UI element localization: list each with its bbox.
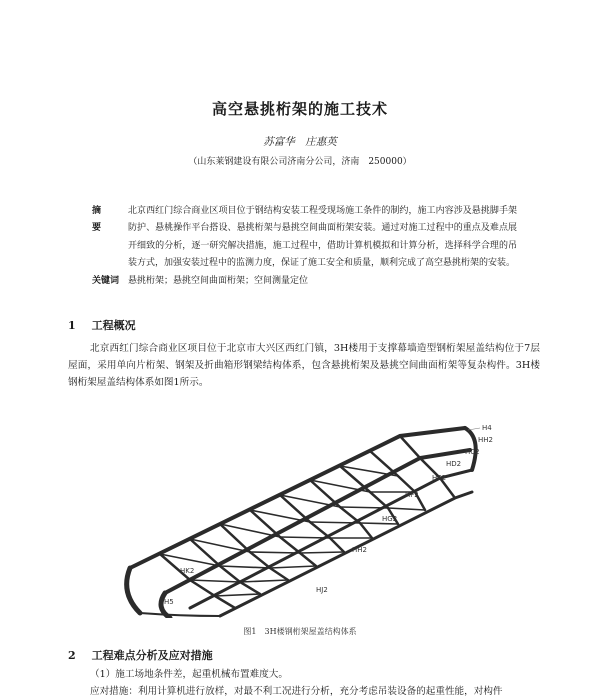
label-hj2: HJ2 <box>316 586 328 594</box>
paper-authors: 苏富华 庄惠英 <box>263 136 337 148</box>
section-1-number: 1 <box>68 319 76 332</box>
section-1-paragraph: 北京西红门综合商业区项目位于北京市大兴区西红门镇，3H楼用于支撑幕墙造型钢桁架屋盖结构位于7层屋面，采用单向片桁架、钢架及折曲箱形钢梁结构体系，包含悬挑桁架及悬挑空间曲面桁架等复杂构件。3H楼钢桁架屋盖结构体系如图1所示。 <box>68 343 540 388</box>
figure-caption: 图1 3H楼钢桁架屋盖结构体系 <box>243 627 357 636</box>
paper-title: 高空悬挑桁架的施工技术 <box>211 100 388 118</box>
label-hf2: HF2 <box>405 491 419 499</box>
truss-figure <box>120 418 500 618</box>
abstract-text: 北京西红门综合商业区项目位于钢结构安装工程受现场施工条件的制约，施工内容涉及悬挑脚手架防护、悬桃操作平台搭设、悬挑桁架与悬挑空间曲面桁架安装。通过对施工过程中的重点及难点展开细致的分析，逐一研究解决措施，施工过程中，借助计算机模拟和计算分析，选择科学合理的吊装方式，加强安装过程中的监测力度，保证了施工安全和质量，顺利完成了高空悬挑桁架的安装。 <box>128 206 517 269</box>
keywords-label: 关键词 <box>92 275 120 286</box>
label-h5: H5 <box>164 598 174 606</box>
label-hc2: HC2 <box>465 448 480 456</box>
label-hg2: HG2 <box>382 515 398 523</box>
truss-end-arc-1 <box>127 568 140 613</box>
label-h4: H4 <box>482 424 492 432</box>
keywords-row <box>92 273 517 290</box>
label-hk2: HK2 <box>180 567 195 575</box>
truss-base-curve <box>140 613 220 616</box>
section-2-number: 2 <box>68 649 76 662</box>
section-2-heading <box>68 647 213 663</box>
label-hh2-lower: HH2 <box>352 546 367 554</box>
label-hd2: HD2 <box>446 460 462 468</box>
section-2-item-1: （1）施工场地条件差，起重机械布置难度大。 <box>90 669 288 680</box>
section-1-heading <box>68 317 136 333</box>
paper-affiliation: （山东莱钢建设有限公司济南分公司，济南 250000） <box>188 157 412 167</box>
abstract-row <box>92 203 517 273</box>
section-2-title: 工程难点分析及应对措施 <box>91 649 213 662</box>
label-hh2: HH2 <box>478 436 493 444</box>
abstract-block <box>92 203 517 290</box>
section-1-title: 工程概况 <box>91 319 136 332</box>
label-he2: HE2 <box>432 474 447 482</box>
section-2-measure: 应对措施：利用计算机进行放样，对最不利工况进行分析，充分考虑吊装设备的起重性能，对构件 <box>90 686 503 697</box>
abstract-label: 摘 要 <box>92 206 119 234</box>
keywords-text: 悬挑桁架；悬挑空间曲面桁架；空间测量定位 <box>128 275 309 286</box>
